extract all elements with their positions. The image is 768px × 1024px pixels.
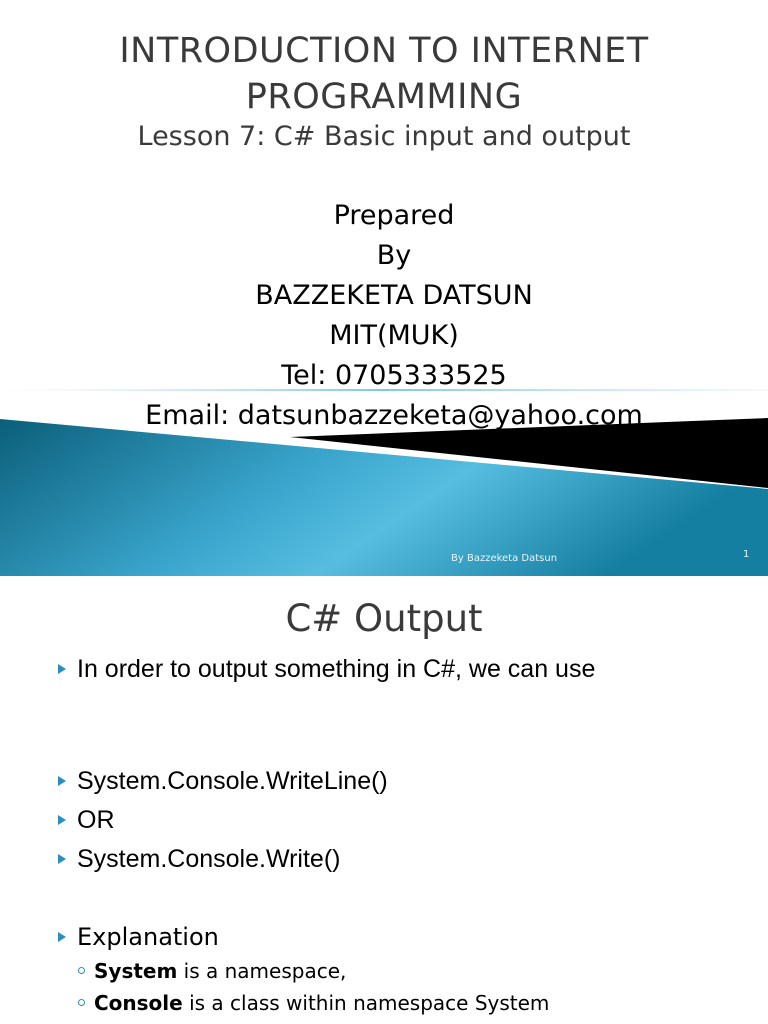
author-name: BAZZEKETA DATSUN [255,280,533,311]
term-system: System [94,959,178,983]
bullet-text: In order to output something in C#, we can use [77,655,596,683]
triangle-bullet-icon [58,776,66,786]
bullet-text: System.Console.WriteLine() [77,767,388,795]
triangle-bullet-icon [58,932,66,942]
title-line-2: PROGRAMMING [245,77,523,117]
bullet-text: OR [77,806,115,834]
author-email: Email: datsunbazzeketa@yahoo.com [145,400,643,431]
triangle-bullet-icon [58,815,66,825]
explanation-heading: Explanation [77,923,219,951]
author-degree: MIT(MUK) [329,320,459,351]
bullet-item [58,842,717,876]
slide-separator [0,576,768,584]
slide-footer: By Bazzeketa Datsun [451,553,558,564]
circle-bullet-icon [78,999,85,1006]
bullet-item-explanation [58,920,717,954]
author-phone: Tel: 0705333525 [281,360,507,391]
prepared-label: Prepared [333,200,455,231]
by-label: By [376,240,412,271]
term-console-description: is a class within namespace System [182,991,550,1015]
circle-bullet-icon [78,967,85,974]
term-system-description: is a namespace, [177,959,347,983]
content-slide [0,584,768,1024]
author-block [0,196,768,436]
triangle-bullet-icon [58,854,66,864]
presentation-title [0,28,768,120]
bullet-text: System.Console.Write() [77,845,341,873]
lesson-subtitle: Lesson 7: C# Basic input and output [137,121,631,152]
title-line-1: INTRODUCTION TO INTERNET [119,31,649,71]
sub-bullet-item [78,956,346,986]
bullet-item [58,803,717,837]
bullet-item [58,652,717,686]
slide-title: C# Output [285,597,483,640]
sub-bullet-item [78,988,549,1018]
bullet-item [58,764,717,798]
term-console: Console [94,991,183,1015]
triangle-bullet-icon [58,664,66,674]
page-number: 1 [743,549,750,560]
